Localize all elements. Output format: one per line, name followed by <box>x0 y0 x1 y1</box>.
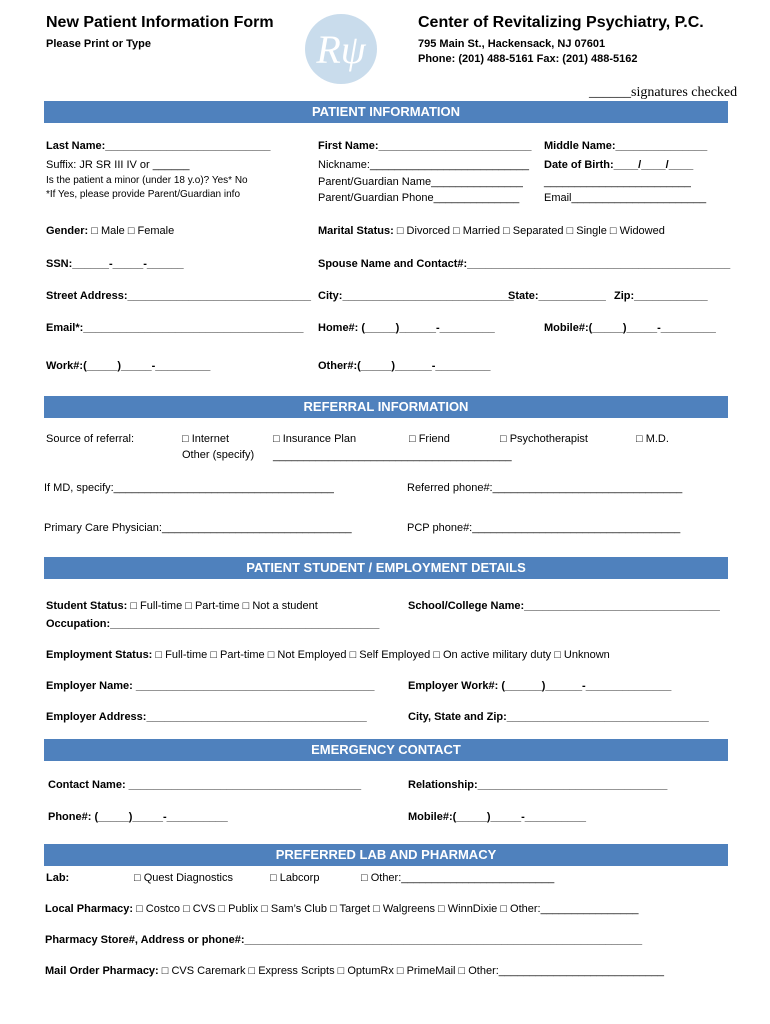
local-pharmacy-label: Local Pharmacy: <box>45 903 134 915</box>
marital-row <box>318 225 665 237</box>
student-status-row <box>46 600 318 612</box>
local-pharmacy-row <box>45 903 638 915</box>
referral-source-label: Source of referral: <box>46 433 135 445</box>
org-name: Center of Revitalizing Psychiatry, P.C. <box>418 14 704 31</box>
lab-quest-option[interactable]: □ Quest Diagnostics <box>134 872 233 884</box>
form-title: New Patient Information Form <box>46 14 274 31</box>
employer-work-phone-field[interactable]: Employer Work#: (______)______-______________ <box>408 680 672 692</box>
ssn-field[interactable]: SSN:______-_____-______ <box>46 258 184 270</box>
dob-extra-line[interactable]: ________________________ <box>544 176 691 188</box>
parent-name-field[interactable]: Parent/Guardian Name_______________ <box>318 176 523 188</box>
section-emergency-contact: EMERGENCY CONTACT <box>44 739 728 761</box>
emergency-relationship-field[interactable]: Relationship:_______________________________ <box>408 779 668 791</box>
mail-order-pharmacy-row <box>45 965 664 977</box>
email-field[interactable]: Email*:____________________________________ <box>46 322 304 334</box>
clinic-logo <box>305 14 377 84</box>
logo-text: Rψ <box>316 27 366 72</box>
other-phone-field[interactable]: Other#:(_____)______-_________ <box>318 360 491 372</box>
if-md-specify-field[interactable]: If MD, specify:____________________________________ <box>44 482 334 494</box>
state-field[interactable]: State:___________ <box>508 290 606 302</box>
gender-label: Gender: <box>46 225 89 237</box>
zip-field[interactable]: Zip:____________ <box>614 290 708 302</box>
pharmacy-store-field[interactable]: Pharmacy Store#, Address or phone#:_________________________________________________________________ <box>45 934 643 946</box>
parent-phone-field[interactable]: Parent/Guardian Phone______________ <box>318 192 520 204</box>
minor-note: *If Yes, please provide Parent/Guardian info <box>46 189 241 200</box>
section-employment-details: PATIENT STUDENT / EMPLOYMENT DETAILS <box>44 557 728 579</box>
gender-row <box>46 225 174 237</box>
referral-psychotherapist-option[interactable]: □ Psychotherapist <box>500 433 588 445</box>
org-address: 795 Main St., Hackensack, NJ 07601 <box>418 38 606 50</box>
employment-status-label: Employment Status: <box>46 649 153 661</box>
student-status-options[interactable]: □ Full-time □ Part-time □ Not a student <box>130 600 318 612</box>
section-referral-information: REFERRAL INFORMATION <box>44 396 728 418</box>
org-phone: Phone: (201) 488-5161 Fax: (201) 488-5162 <box>418 53 638 65</box>
employment-status-row <box>46 649 610 661</box>
work-phone-field[interactable]: Work#:(_____)_____-_________ <box>46 360 211 372</box>
suffix-field[interactable]: Suffix: JR SR III IV or ______ <box>46 159 190 171</box>
referral-insurance-option[interactable]: □ Insurance Plan <box>273 433 357 445</box>
referral-friend-option[interactable]: □ Friend <box>409 433 450 445</box>
nickname-field[interactable]: Nickname:__________________________ <box>318 159 530 171</box>
section-patient-information: PATIENT INFORMATION <box>44 101 728 123</box>
referral-md-option[interactable]: □ M.D. <box>636 433 669 445</box>
employment-status-options[interactable]: □ Full-time □ Part-time □ Not Employed □ Self Employed □ On active military duty □ Unknown <box>155 649 610 661</box>
student-status-label: Student Status: <box>46 600 128 612</box>
mail-order-options[interactable]: □ CVS Caremark □ Express Scripts □ OptumRx □ PrimeMail □ Other:___________________________ <box>161 965 664 977</box>
home-phone-field[interactable]: Home#: (_____)______-_________ <box>318 322 495 334</box>
last-name-field[interactable]: Last Name:___________________________ <box>46 140 271 152</box>
middle-name-field[interactable]: Middle Name:_______________ <box>544 140 708 152</box>
marital-label: Marital Status: <box>318 225 394 237</box>
lab-label: Lab: <box>46 872 70 884</box>
email-line-field[interactable]: Email______________________ <box>544 192 707 204</box>
local-pharmacy-options[interactable]: □ Costco □ CVS □ Publix □ Sam’s Club □ Target □ Walgreens □ WinnDixie □ Other:________________ <box>136 903 639 915</box>
section-lab-pharmacy: PREFERRED LAB AND PHARMACY <box>44 844 728 866</box>
street-address-field[interactable]: Street Address:______________________________ <box>46 290 312 302</box>
lab-other-option[interactable]: □ Other:_________________________ <box>361 872 555 884</box>
emergency-phone-field[interactable]: Phone#: (_____)_____-__________ <box>48 811 228 823</box>
form-subtitle: Please Print or Type <box>46 38 151 50</box>
date-of-birth-field[interactable]: Date of Birth:____/____/____ <box>544 159 694 171</box>
employer-city-state-zip-field[interactable]: City, State and Zip:_________________________________ <box>408 711 709 723</box>
signatures-checked: ______signatures checked <box>589 85 738 100</box>
lab-labcorp-option[interactable]: □ Labcorp <box>270 872 320 884</box>
occupation-field[interactable]: Occupation:____________________________________________ <box>46 618 380 630</box>
referral-other-line[interactable]: _______________________________________ <box>273 450 512 462</box>
referral-other-specify: Other (specify) <box>182 449 255 461</box>
first-name-field[interactable]: First Name:_________________________ <box>318 140 532 152</box>
mail-order-label: Mail Order Pharmacy: <box>45 965 159 977</box>
primary-care-physician-field[interactable]: Primary Care Physician:_______________________________ <box>44 522 352 534</box>
spouse-contact-field[interactable]: Spouse Name and Contact#:___________________________________________ <box>318 258 731 270</box>
marital-options[interactable]: □ Divorced □ Married □ Separated □ Single □ Widowed <box>396 225 665 237</box>
pcp-phone-field[interactable]: PCP phone#:__________________________________ <box>407 522 681 534</box>
gender-options[interactable]: □ Male □ Female <box>91 225 175 237</box>
employer-name-field[interactable]: Employer Name: _______________________________________ <box>46 680 375 692</box>
employer-address-field[interactable]: Employer Address:____________________________________ <box>46 711 367 723</box>
emergency-contact-name-field[interactable]: Contact Name: ______________________________________ <box>48 779 362 791</box>
referral-internet-option[interactable]: □ Internet <box>182 433 230 445</box>
minor-question: Is the patient a minor (under 18 y.o)? Yes* No <box>46 175 248 186</box>
emergency-mobile-field[interactable]: Mobile#:(_____)_____-__________ <box>408 811 586 823</box>
city-field[interactable]: City:____________________________ <box>318 290 514 302</box>
mobile-phone-field[interactable]: Mobile#:(_____)_____-_________ <box>544 322 716 334</box>
referred-phone-field[interactable]: Referred phone#:_______________________________ <box>407 482 683 494</box>
school-name-field[interactable]: School/College Name:________________________________ <box>408 600 720 612</box>
